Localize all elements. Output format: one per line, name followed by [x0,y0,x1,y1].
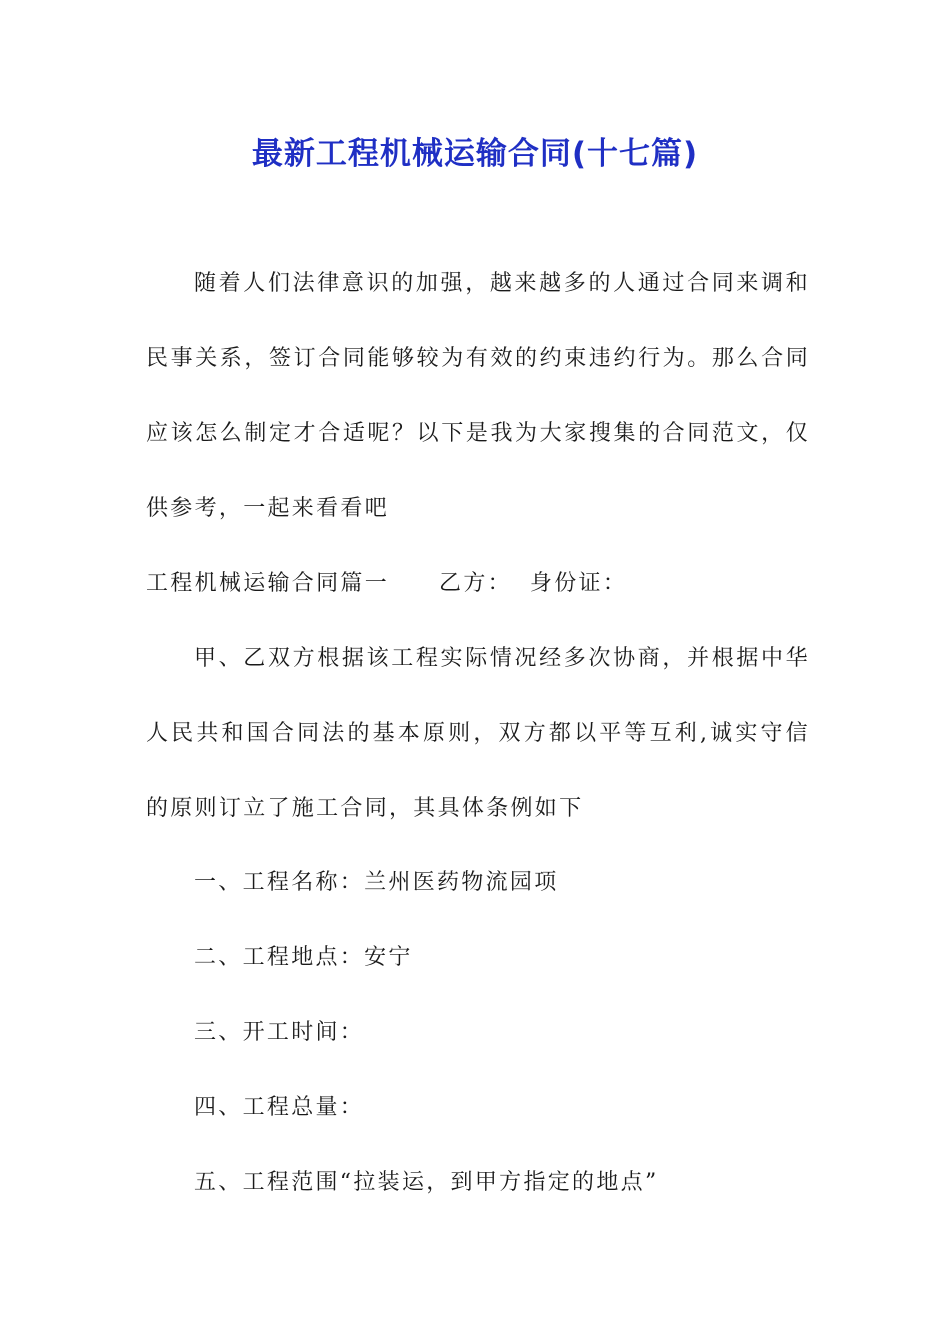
clause-item: 三、开工时间： [194,1020,365,1045]
clause-item: 二、工程地点：安宁 [194,945,413,970]
intro-paragraph: 随着人们法律意识的加强，越来越多的人通过合同来调和民事关系，签订合同能够较为有效的约束违约行为。那么合同应该怎么制定才合适呢？以下是我为大家搜集的合同范文，仅供参考，一起来看看吧 [146,271,810,521]
clause-item: 一、工程名称：兰州医药物流园项 [194,870,559,895]
body-paragraph: 甲、乙双方根据该工程实际情况经多次协商，并根据中华人民共和国合同法的基本原则，双方都以平等互利,诚实守信的原则订立了施工合同，其具体条例如下 [146,646,810,821]
section-heading-line [146,566,627,597]
party-b-label: 乙方： [439,571,512,596]
clause-item: 四、工程总量： [194,1095,365,1120]
document-title: 最新工程机械运输合同(十七篇) [251,136,699,172]
id-card-label: 身份证： [529,571,628,596]
clause-item: 五、工程范围“拉装运，到甲方指定的地点” [194,1170,659,1195]
section-heading: 工程机械运输合同篇一 [146,571,390,596]
